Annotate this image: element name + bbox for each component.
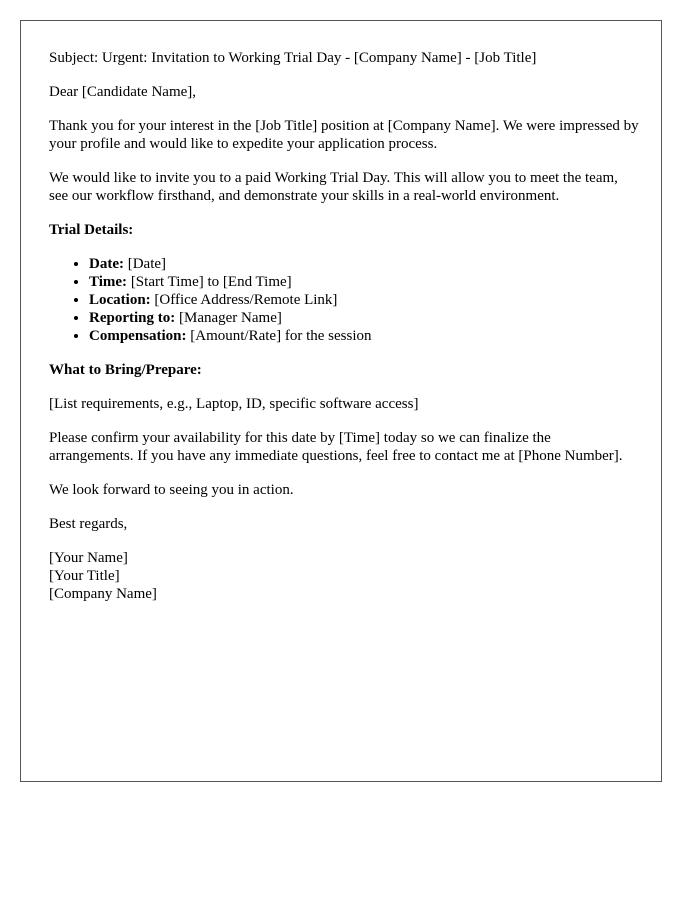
signature-company: [Company Name]: [49, 586, 157, 602]
closing: Best regards,: [49, 516, 128, 532]
letter-body: [49, 49, 639, 619]
detail-reporting-to: [89, 309, 639, 327]
bring-prepare-heading: What to Bring/Prepare:: [49, 362, 202, 378]
subject-line: Subject: Urgent: Invitation to Working Trial Day - [Company Name] - [Job Title]: [49, 50, 537, 66]
greeting: Dear [Candidate Name],: [49, 84, 197, 100]
detail-value: [Amount/Rate] for the session: [186, 328, 372, 344]
trial-details-list: [49, 255, 639, 345]
detail-value: [Date]: [123, 256, 167, 272]
signature-block: [49, 549, 639, 603]
detail-label: Reporting to:: [89, 310, 176, 326]
detail-value: [Manager Name]: [175, 310, 282, 326]
detail-value: [Start Time] to [End Time]: [127, 274, 292, 290]
intro-paragraph: Thank you for your interest in the [Job Title] position at [Company Name]. We were impressed by your profile and would like to expedite your application process.: [49, 118, 639, 152]
confirm-paragraph: Please confirm your availability for this date by [Time] today so we can finalize the arrangements. If you have any immediate questions, feel free to contact me at [Phone Number].: [49, 430, 623, 464]
detail-label: Location:: [89, 292, 151, 308]
detail-value: [Office Address/Remote Link]: [150, 292, 338, 308]
detail-label: Time:: [89, 274, 128, 290]
detail-time: [89, 273, 639, 291]
detail-location: [89, 291, 639, 309]
detail-compensation: [89, 327, 639, 345]
signature-title: [Your Title]: [49, 568, 120, 584]
bring-prepare-text: [List requirements, e.g., Laptop, ID, specific software access]: [49, 396, 419, 412]
letter-page: [20, 20, 662, 782]
detail-label: Compensation:: [89, 328, 187, 344]
signature-name: [Your Name]: [49, 550, 128, 566]
invitation-paragraph: We would like to invite you to a paid Working Trial Day. This will allow you to meet the team, see our workflow firsthand, and demonstrate your skills in a real-world environment.: [49, 170, 618, 204]
detail-date: [89, 255, 639, 273]
detail-label: Date:: [89, 256, 124, 272]
look-forward-paragraph: We look forward to seeing you in action.: [49, 482, 294, 498]
trial-details-heading: Trial Details:: [49, 222, 134, 238]
